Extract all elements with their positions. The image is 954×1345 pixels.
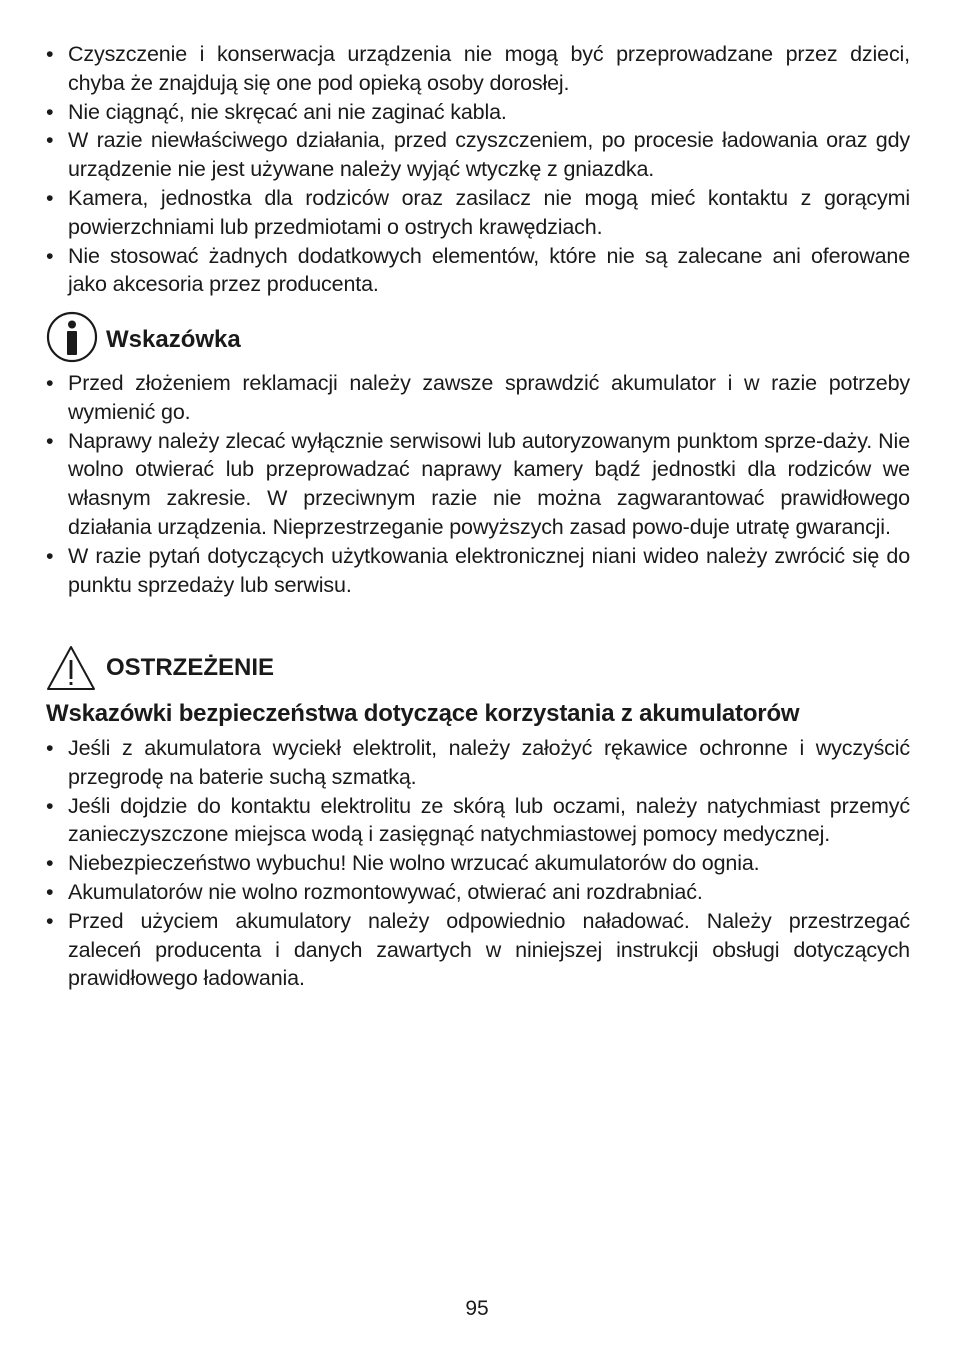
list-item: • Naprawy należy zlecać wyłącznie serwisowi lub autoryzowanym punktom sprze-daży. Nie wolno otwierać lub przeprowadzać naprawy kamery bądź jednostki dla rodziców we własnym zakresie. W przeciwnym razie nie można zagwarantować prawidłowego działania urządzenia. Nieprzestrzeganie powyższych zasad powo-duje utratę gwarancji. — [46, 427, 910, 542]
page-number: 95 — [465, 1297, 489, 1320]
battery-safety-heading: Wskazówki bezpieczeństwa dotyczące korzystania z akumulatorów — [46, 700, 800, 727]
info-icon — [46, 311, 98, 363]
list-item: • Niebezpieczeństwo wybuchu! Nie wolno wrzucać akumulatorów do ognia. — [46, 849, 910, 878]
hint-bullet-list — [46, 369, 910, 599]
list-item: • Jeśli z akumulatora wyciekł elektrolit, należy założyć rękawice ochronne i wyczyścić przegrodę na baterie suchą szmatką. — [46, 734, 910, 792]
list-item: • Nie stosować żadnych dodatkowych elementów, które nie są zalecane ani oferowane jako akcesoria przez producenta. — [46, 242, 910, 300]
list-item: • Jeśli dojdzie do kontaktu elektrolitu ze skórą lub oczami, należy natychmiast przemyć zanieczyszczone miejsca wodą i zasięgnąć natychmiastowej pomocy medycznej. — [46, 792, 910, 850]
list-item: • W razie niewłaściwego działania, przed czyszczeniem, po procesie ładowania oraz gdy urządzenie nie jest używane należy wyjąć wtyczkę z gniazdka. — [46, 126, 910, 184]
warning-heading: OSTRZEŻENIE — [106, 654, 275, 681]
list-item: • Przed złożeniem reklamacji należy zawsze sprawdzić akumulator i w razie potrzeby wymienić go. — [46, 369, 910, 427]
list-item: • Kamera, jednostka dla rodziców oraz zasilacz nie mogą mieć kontaktu z gorącymi powierzchniami lub przedmiotami o ostrych krawędziach. — [46, 184, 910, 242]
list-item: • Nie ciągnąć, nie skręcać ani nie zaginać kabla. — [46, 98, 910, 127]
list-item: • Akumulatorów nie wolno rozmontowywać, otwierać ani rozdrabniać. — [46, 878, 910, 907]
warning-triangle-icon — [46, 645, 96, 691]
list-item: • W razie pytań dotyczących użytkowania elektronicznej niani wideo należy zwrócić się do punktu sprzedaży lub serwisu. — [46, 542, 910, 600]
battery-bullet-list — [46, 734, 910, 993]
list-item: • Czyszczenie i konserwacja urządzenia nie mogą być przeprowadzane przez dzieci, chyba że znajdują się one pod opieką osoby dorosłej. — [46, 40, 910, 98]
safety-bullet-list — [46, 40, 910, 299]
hint-heading: Wskazówka — [106, 326, 241, 353]
list-item: • Przed użyciem akumulatory należy odpowiednio naładować. Należy przestrzegać zaleceń producenta i danych zawartych w niniejszej instrukcji obsługi dotyczących prawidłowego ładowania. — [46, 907, 910, 993]
